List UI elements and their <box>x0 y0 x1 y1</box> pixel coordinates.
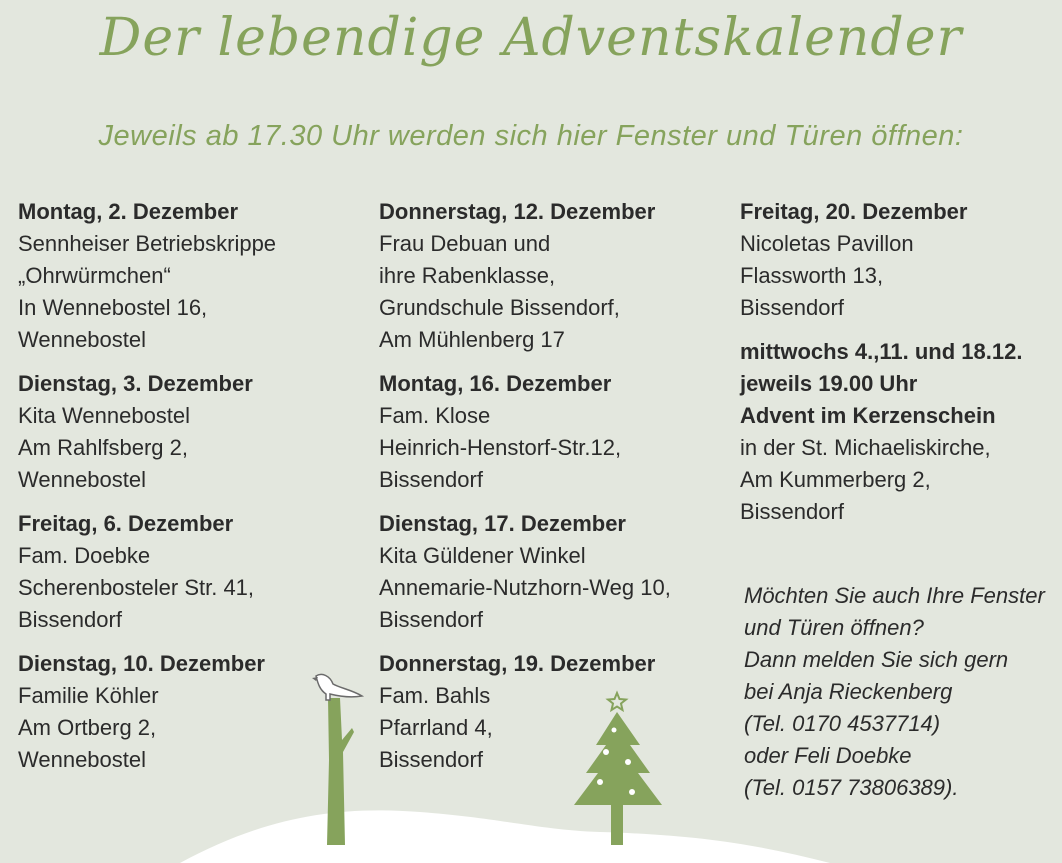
contact-note <box>744 580 1060 804</box>
event-line: Bissendorf <box>379 607 483 632</box>
event-date: Dienstag, 10. Dezember <box>18 651 265 676</box>
event-line: Am Ortberg 2, <box>18 715 157 740</box>
page-subtitle: Jeweils ab 17.30 Uhr werden sich hier Fenster und Türen öffnen: <box>98 120 964 152</box>
event-line: Am Rahlfsberg 2, <box>18 435 188 460</box>
event-line: Familie Köhler <box>18 683 159 708</box>
event-line: Flassworth 13, <box>740 263 884 288</box>
event-entry <box>379 648 719 776</box>
event-line: Fam. Klose <box>379 403 491 428</box>
event-line: Am Mühlenberg 17 <box>379 327 565 352</box>
event-date: Montag, 2. Dezember <box>18 199 239 224</box>
event-title: Advent im Kerzenschein <box>740 403 996 428</box>
event-entry <box>379 508 719 636</box>
page-title: Der lebendige Adventskalender <box>99 8 963 68</box>
note-line: (Tel. 0170 4537714) <box>744 711 941 736</box>
event-date: Donnerstag, 12. Dezember <box>379 199 656 224</box>
event-entry <box>379 196 719 356</box>
note-line: oder Feli Doebke <box>744 743 912 768</box>
event-line: Bissendorf <box>18 607 122 632</box>
event-line: in der St. Michaeliskirche, <box>740 435 991 460</box>
event-time: jeweils 19.00 Uhr <box>740 371 918 396</box>
event-date: Montag, 16. Dezember <box>379 371 612 396</box>
column-3 <box>740 196 1060 540</box>
event-line: In Wennebostel 16, <box>18 295 208 320</box>
event-line: ihre Rabenklasse, <box>379 263 556 288</box>
event-line: Fam. Doebke <box>18 543 151 568</box>
event-line: Heinrich-Henstorf-Str.12, <box>379 435 622 460</box>
event-line: Am Kummerberg 2, <box>740 467 931 492</box>
event-date: Dienstag, 3. Dezember <box>18 371 253 396</box>
note-line: und Türen öffnen? <box>744 615 924 640</box>
event-entry <box>18 508 348 636</box>
column-1 <box>18 196 348 788</box>
note-line: Möchten Sie auch Ihre Fenster <box>744 583 1045 608</box>
event-line: Pfarrland 4, <box>379 715 493 740</box>
event-entry <box>18 368 348 496</box>
event-line: Bissendorf <box>740 499 844 524</box>
event-line: „Ohrwürmchen“ <box>18 263 171 288</box>
note-line: Dann melden Sie sich gern <box>744 647 1009 672</box>
note-line: (Tel. 0157 73806389). <box>744 775 959 800</box>
event-entry <box>18 648 348 776</box>
event-line: Bissendorf <box>379 467 483 492</box>
event-line: Wennebostel <box>18 327 147 352</box>
event-line: Fam. Bahls <box>379 683 491 708</box>
event-line: Annemarie-Nutzhorn-Weg 10, <box>379 575 671 600</box>
event-entry <box>379 368 719 496</box>
snow-hill-shape <box>180 810 830 863</box>
event-line: Wennebostel <box>18 747 147 772</box>
event-line: Kita Wennebostel <box>18 403 191 428</box>
event-entry <box>740 336 1060 528</box>
event-line: Sennheiser Betriebskrippe <box>18 231 277 256</box>
event-line: Bissendorf <box>740 295 844 320</box>
column-2 <box>379 196 719 788</box>
event-line: Kita Güldener Winkel <box>379 543 586 568</box>
event-line: Frau Debuan und <box>379 231 551 256</box>
note-line: bei Anja Rieckenberg <box>744 679 953 704</box>
event-entry <box>740 196 1060 324</box>
event-line: Grundschule Bissendorf, <box>379 295 620 320</box>
event-date: Dienstag, 17. Dezember <box>379 511 626 536</box>
event-date: Freitag, 6. Dezember <box>18 511 234 536</box>
event-date: Freitag, 20. Dezember <box>740 199 968 224</box>
event-line: Nicoletas Pavillon <box>740 231 914 256</box>
event-line: Wennebostel <box>18 467 147 492</box>
event-date: mittwochs 4.,11. und 18.12. <box>740 339 1023 364</box>
event-line: Scherenbosteler Str. 41, <box>18 575 255 600</box>
event-line: Bissendorf <box>379 747 483 772</box>
event-date: Donnerstag, 19. Dezember <box>379 651 656 676</box>
event-entry <box>18 196 348 356</box>
